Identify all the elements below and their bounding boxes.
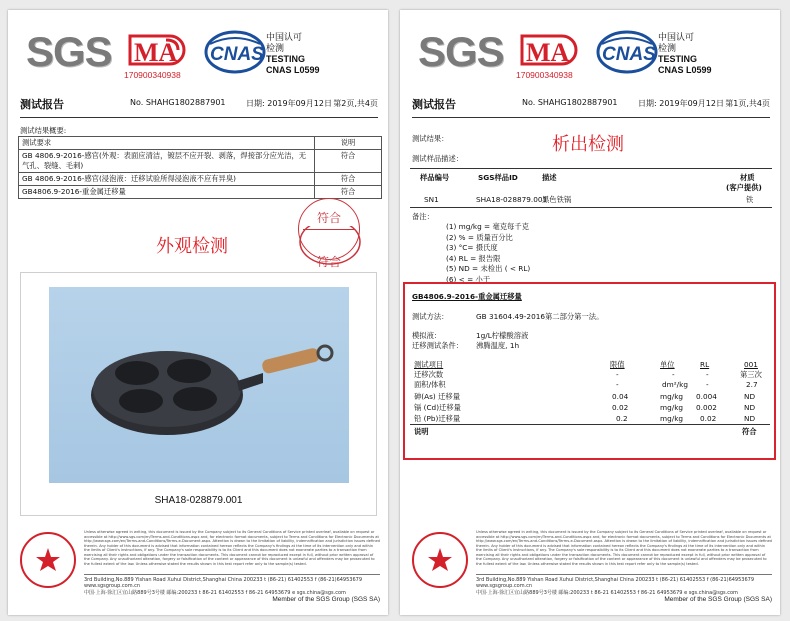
note-item: (3) °C= 摄氏度 [446,243,498,252]
row-result: 符合 [315,186,382,199]
header-note: 说明 [315,137,382,150]
cnas-logo [204,30,266,74]
leaching-annotation: 析出检测 [552,134,624,155]
product-photo [49,287,349,483]
cell-001: 2.7 [746,380,758,389]
cond-label: 迁移测试条件： [412,341,464,350]
page-info: 第1页,共4页 [725,99,770,108]
product-photo-frame [20,272,377,516]
sample-head-material: 材质 [740,173,755,182]
col-limit: 限值 [610,360,625,369]
report-header [412,92,770,118]
note-item: (5) ND = 未检出 ( < RL) [446,264,531,273]
sample-material: 铁 [746,195,754,204]
sample-desc: 黑色铁锅 [542,195,572,204]
cnas-testing: TESTING [658,54,698,64]
cnas-lab: CNAS L0599 [658,65,712,75]
row-result: 符合 [315,173,382,186]
cell-item: 铅 (Pb)迁移量 [414,414,461,423]
row-requirement: GB4806.9-2016-重金属迁移量 [19,186,315,199]
stamp-lower-ring [298,226,362,266]
cma-number: 170900340938 [516,70,573,80]
cell-rl: 0.002 [696,403,717,412]
cell-001: ND [744,414,756,423]
member-line: Member of the SGS Group (SGS SA) [664,596,772,603]
note-item: (2) % = 质量百分比 [446,232,513,242]
footer-address-zh: 中国·上海·徐汇区宜山路889号3号楼 邮编:200233 t 86-21 61402553 f 86-21 64953679 e sgs.china@sgs.com [84,590,346,596]
cma-logo [124,30,188,80]
cnas-logo [596,30,658,74]
sim-label: 模拟液： [412,331,442,340]
stamp-bottom: 符合 [316,255,341,269]
sample-head-no: 样品编号 [420,173,450,182]
frying-pan-illustration [49,287,349,483]
cma-number: 170900340938 [124,70,181,80]
seal-icon [18,530,78,590]
cell-unit: mg/kg [660,414,684,423]
sample-label: 测试样品描述： [412,154,464,163]
cnas-zh: 中国认可 [658,32,695,42]
report-title: 测试报告 [412,98,456,111]
member-line: Member of the SGS Group (SGS SA) [272,596,380,603]
footer-address-en: 3rd Building,No.889 Yishan Road Xuhui District,Shanghai China 200233 t (86-21) 61402553 f (86-21)64953679 www.sgsgroup.com.cn [476,577,755,589]
report-date: 日期: 2019年09月12日 [638,99,724,108]
cnas-text [658,32,712,76]
cnas-zh2: 检测 [266,43,285,53]
seal-icon [410,530,470,590]
footer-address [476,574,772,596]
report-number: No. SHAHG1802887901 [522,98,618,107]
cnas-testing: TESTING [266,54,306,64]
note-item: (6) < = 小于 [446,274,491,284]
header-logos [18,26,378,86]
cell-limit: - [616,370,619,379]
cell-item: 面积/体积 [414,380,446,389]
cnas-zh2: 检测 [658,43,677,53]
method-value: GB 31604.49-2016第二部分第一法。 [476,312,604,321]
header-requirement: 测试要求 [19,137,315,150]
cond-value: 沸腾温度, 1h [476,341,520,350]
disclaimer-text: Unless otherwise agreed in writing, this document is issued by the Company subject to its General Conditions of Service printed overleaf, available on request or accessible at http://www.sgs.com/en/Terms-and-Conditions.aspx and, for electronic format documents, subject to Terms and Conditions for Electronic Documents at http://www.sgs.com/en/Terms-and-Conditions/Terms-e-Document.aspx. Attention is drawn to the limitation of liability, indemnification and jurisdiction issues defined therein. Any holder of this document is advised that information contained hereon reflects the Company's findings at the time of its intervention only and within the limits of Client's instructions, if any. The Company's sole responsibility is to its Client and this document does not exonerate parties to a transaction from exercising all their rights and obligations under the transaction documents. This document cannot be reproduced except in full, without prior written approval of the Company. Any unauthorized alteration, forgery or falsification of the content or appearance of this document is unlawful and offenders may be prosecuted to the fullest extent of the law. Unless otherwise stated the results shown in this test report refer only to the sample(s) tested. [476,530,772,566]
appearance-annotation: 外观检测 [156,236,228,257]
sim-value: 1g/L柠檬酸溶液 [476,331,529,340]
table-row [410,424,770,438]
cell-rl: - [706,380,709,389]
sample-table [410,168,772,208]
cell-001: 第三次 [740,370,762,379]
table-row [19,186,382,199]
page-info: 第2页,共4页 [333,99,378,108]
cell-item: 砷(As) 迁移量 [414,392,460,401]
cell-unit: dm²/kg [662,380,688,389]
cnas-wordmark: CNAS [602,44,656,65]
footer-address-zh: 中国·上海·徐汇区宜山路889号3号楼 邮编:200233 t 86-21 61402553 f 86-21 64953679 e sgs.china@sgs.com [476,590,738,596]
sample-head-id: SGS样品ID [478,173,518,182]
sample-no: SN1 [424,195,439,204]
col-item: 测试项目 [414,360,444,369]
sample-head-client: (客户提供) [726,183,762,192]
table-row [19,150,382,173]
disclaimer-text: Unless otherwise agreed in writing, this document is issued by the Company subject to its General Conditions of Service printed overleaf, available on request or accessible at http://www.sgs.com/en/Terms-and-Conditions.aspx and, for electronic format documents, subject to Terms and Conditions for Electronic Documents at http://www.sgs.com/en/Terms-and-Conditions/Terms-e-Document.aspx. Attention is drawn to the limitation of liability, indemnification and jurisdiction issues defined therein. Any holder of this document is advised that information contained hereon reflects the Company's findings at the time of its intervention only and within the limits of Client's instructions, if any. The Company's sole responsibility is to its Client and this document does not exonerate parties to a transaction from exercising all their rights and obligations under the transaction documents. This document cannot be reproduced except in full, without prior written approval of the Company. Any unauthorized alteration, forgery or falsification of the content or appearance of this document is unlawful and offenders may be prosecuted to the fullest extent of the law. Unless otherwise stated the results shown in this test report refer only to the sample(s) tested. [84,530,380,566]
footer [18,530,380,610]
col-rl: RL [700,360,710,369]
cell-limit: 0.2 [616,414,628,423]
cell-rl: - [706,370,709,379]
cell-unit: - [672,370,675,379]
cell-001: ND [744,403,756,412]
header-logos [410,26,770,86]
notes-list [446,222,646,285]
cell-item: 说明 [414,427,429,436]
sgs-logo: SGS [418,28,504,75]
report-title: 测试报告 [20,98,64,111]
summary-table [18,136,382,199]
footer-address [84,574,380,596]
report-page-2 [8,10,388,615]
metal-title: GB4806.9-2016-重金属迁移量 [412,292,522,301]
cell-limit: - [616,380,619,389]
report-page-1 [400,10,780,615]
cell-limit: 0.04 [612,392,629,401]
cell-001: 符合 [742,427,757,436]
report-header [20,92,378,118]
sample-head-desc: 描述 [542,173,557,182]
table-row [19,173,382,186]
cell-limit: 0.02 [612,403,629,412]
note-item: (1) mg/kg = 毫克每千克 [446,222,529,231]
row-result: 符合 [315,150,382,173]
cnas-wordmark: CNAS [210,44,264,65]
notes-label: 备注： [412,212,434,221]
photo-caption: SHA18-028879.001 [154,495,243,506]
cnas-lab: CNAS L0599 [266,65,320,75]
cell-rl: 0.004 [696,392,717,401]
svg-text:MA: MA [134,38,178,67]
cell-item: 迁移次数 [414,370,444,379]
table-header [19,137,382,150]
cell-unit: mg/kg [660,392,684,401]
cnas-text [266,32,320,76]
cnas-zh: 中国认可 [266,32,303,42]
col-unit: 单位 [660,360,675,369]
sample-id: SHA18-028879.001 [476,195,548,204]
report-date: 日期: 2019年09月12日 [246,99,332,108]
result-table [410,360,770,440]
col-001: 001 [744,360,758,369]
cell-001: ND [744,392,756,401]
footer [410,530,772,610]
note-item: (4) RL = 报告限 [446,253,501,263]
report-number: No. SHAHG1802887901 [130,98,226,107]
cell-unit: mg/kg [660,403,684,412]
stamp-top: 符合 [316,211,341,225]
sgs-logo: SGS [26,28,112,75]
footer-address-en: 3rd Building,No.889 Yishan Road Xuhui District,Shanghai China 200233 t (86-21) 61402553 f (86-21)64953679 www.sgsgroup.com.cn [84,577,363,589]
row-requirement: GB 4806.9-2016-感官(外观：表面应清洁，镀层不应开裂、剥落，焊接部分应光洁，无气孔、裂缝、毛刺) [19,150,315,173]
row-requirement: GB 4806.9-2016-感官(浸泡液：迁移试验所得浸泡液不应有异臭) [19,173,315,186]
svg-text:MA: MA [526,38,570,67]
cell-item: 镉 (Cd)迁移量 [414,403,461,412]
cma-logo [516,30,580,80]
method-label: 测试方法： [412,312,449,321]
overview-label: 测试结果概要: [20,126,67,135]
cell-rl: 0.02 [700,414,717,423]
result-label: 测试结果： [412,134,449,143]
